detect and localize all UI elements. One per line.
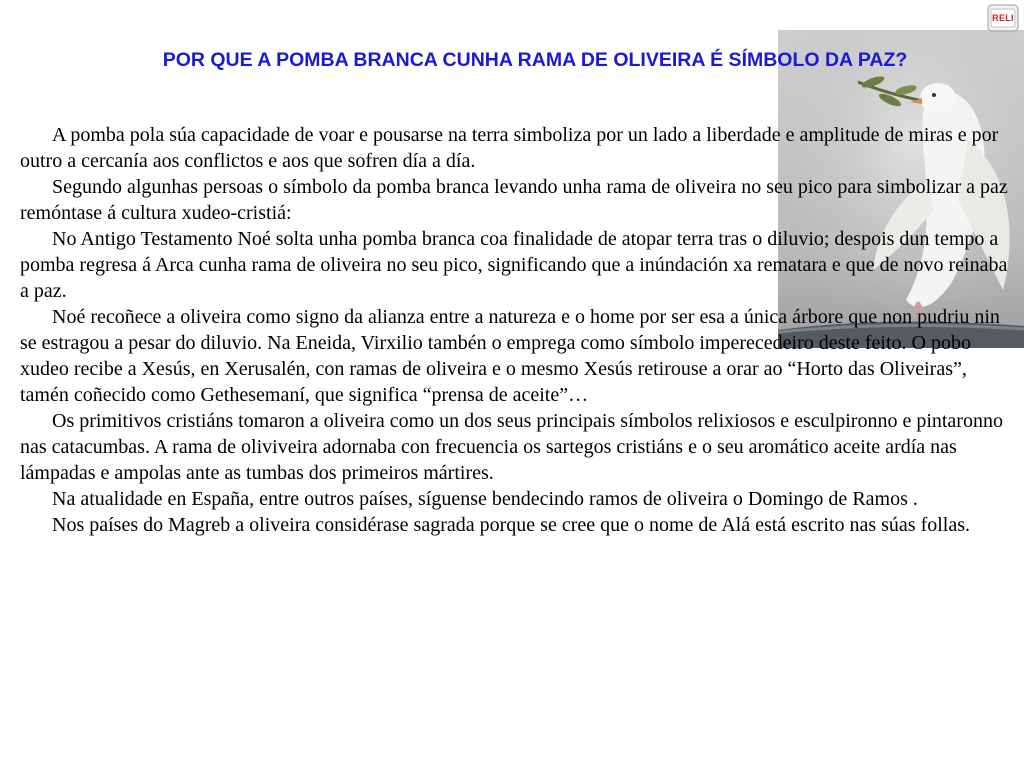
page-title: POR QUE A POMBA BRANCA CUNHA RAMA DE OLIVEIRA É SÍMBOLO DA PAZ? bbox=[162, 49, 908, 71]
paragraph-1: A pomba pola súa capacidade de voar e pousarse na terra simboliza por un lado a liberdade e amplitude de miras e por outro a cercanía aos conflictos e aos que sofren día a día. bbox=[20, 124, 999, 172]
paragraph-6: Na atualidade en España, entre outros países, síguense bendecindo ramos de oliveira o Domingo de Ramos . bbox=[52, 488, 918, 510]
badge-label: RELI bbox=[992, 13, 1014, 23]
body-text bbox=[20, 122, 1012, 538]
paragraph-3: No Antigo Testamento Noé solta unha pomba branca coa finalidade de atopar terra tras o diluvio; despois dun tempo a pomba regresa á Arca cunha rama de oliveira no seu pico, significando que a inúndación xa rematara e que de novo reinaba a paz. bbox=[20, 228, 1008, 302]
paragraph-2: Segundo algunhas persoas o símbolo da pomba branca levando unha rama de oliveira no seu pico para simbolizar a paz remóntase á cultura xudeo-cristiá: bbox=[20, 176, 1008, 224]
paragraph-4: Noé recoñece a oliveira como signo da alianza entre a natureza e o home por ser esa a única árbore que non pudriu nin se estragou a pesar do diluvio. Na Eneida, Virxilio tambén o emprega como símbolo imperecedeiro deste feito. O pobo xudeo recibe a Xesús, en Xerusalén, con ramas de oliveira e o mesmo Xesús retirouse a orar ao “Horto das Oliveiras”, tamén coñecido como Gethesemaní, que significa “prensa de aceite”… bbox=[20, 306, 1000, 406]
paragraph-5: Os primitivos cristiáns tomaron a oliveira como un dos seus principais símbolos relixiosos e esculpironno e pintaronno nas catacumbas. A rama de oliviveira adornaba con frecuencia os sartegos cristiáns e o seu aromático aceite ardía nas lámpadas e ampolas ante as tumbas dos primeiros mártires. bbox=[20, 410, 1003, 484]
reli-badge[interactable] bbox=[987, 4, 1019, 32]
paragraph-7: Nos países do Magreb a oliveira considérase sagrada porque se cree que o nome de Alá está escrito nas súas follas. bbox=[52, 514, 971, 536]
